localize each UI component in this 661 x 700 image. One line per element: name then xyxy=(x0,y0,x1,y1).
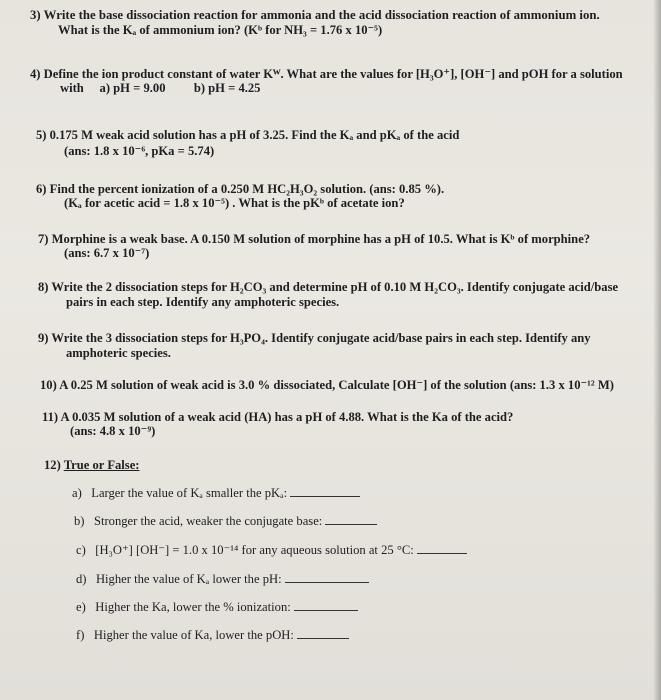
q12-title: True or False: xyxy=(63,458,140,472)
page-edge-shadow xyxy=(653,0,661,700)
tf-item-text: Higher the value of Ka, lower the pOH: xyxy=(93,628,294,642)
q5-line1: 5) 0.175 M weak acid solution has a pH of 3.25. Find the Kₐ and pKₐ of the acid xyxy=(36,128,460,142)
q5-line2: (ans: 1.8 x 10⁻⁶, pKa = 5.74) xyxy=(64,144,215,158)
q12-heading xyxy=(44,458,140,472)
q6-line2: (Kₐ for acetic acid = 1.8 x 10⁻⁵) . What is the pKᵇ of acetate ion? xyxy=(64,196,405,210)
tf-item-c xyxy=(76,543,467,557)
q7-line1: 7) Morphine is a weak base. A 0.150 M solution of morphine has a pH of 10.5. What is Kᵇ of morphine? xyxy=(38,232,591,246)
answer-blank[interactable] xyxy=(294,600,358,611)
tf-item-letter: a) xyxy=(72,486,82,500)
answer-blank[interactable] xyxy=(285,572,369,583)
answer-blank[interactable] xyxy=(325,514,377,525)
tf-item-d xyxy=(76,572,369,586)
tf-item-letter: d) xyxy=(76,572,87,586)
q10-line1: 10) A 0.25 M solution of weak acid is 3.0 % dissociated, Calculate [OH⁻] of the solution (ans: 1.3 x 10⁻¹² M) xyxy=(40,378,614,392)
answer-blank[interactable] xyxy=(417,543,467,554)
q7-line2: (ans: 6.7 x 10⁻⁷) xyxy=(64,246,150,260)
tf-item-text: Higher the Ka, lower the % ionization: xyxy=(95,600,291,614)
tf-item-letter: e) xyxy=(76,600,86,614)
q12-number: 12) xyxy=(44,458,61,472)
tf-item-text: Stronger the acid, weaker the conjugate base: xyxy=(93,514,323,528)
tf-item-text: Higher the value of Kₐ lower the pH: xyxy=(95,572,282,586)
answer-blank[interactable] xyxy=(290,486,360,497)
q4-line1: 4) Define the ion product constant of water Kᵂ. What are the values for [H₃O⁺], [OH⁻] and pOH for a solution xyxy=(30,67,623,81)
tf-item-letter: b) xyxy=(74,514,85,528)
tf-item-text: [H₃O⁺] [OH⁻] = 1.0 x 10⁻¹⁴ for any aqueous solution at 25 °C: xyxy=(95,543,414,557)
q6-line1: 6) Find the percent ionization of a 0.250 M HC₂H₃O₂ solution. (ans: 0.85 %). xyxy=(36,182,445,196)
q4-line2: with a) pH = 9.00 b) pH = 4.25 xyxy=(60,81,261,95)
tf-item-letter: c) xyxy=(76,543,86,557)
tf-item-text: Larger the value of Kₐ smaller the pKₐ: xyxy=(91,486,288,500)
q11-line1: 11) A 0.035 M solution of a weak acid (HA) has a pH of 4.88. What is the Ka of the acid? xyxy=(42,410,514,424)
q11-line2: (ans: 4.8 x 10⁻⁹) xyxy=(70,424,156,438)
q8-line1: 8) Write the 2 dissociation steps for H₂CO₃ and determine pH of 0.10 M H₂CO₃. Identify conjugate acid/base xyxy=(38,280,619,294)
q3-line1: 3) Write the base dissociation reaction for ammonia and the acid dissociation reaction of ammonium ion. xyxy=(30,8,600,22)
tf-item-f xyxy=(76,628,349,642)
q9-line2: amphoteric species. xyxy=(66,346,171,360)
tf-item-a xyxy=(72,486,360,500)
tf-item-e xyxy=(76,600,358,614)
q9-line1: 9) Write the 3 dissociation steps for H₃PO₄. Identify conjugate acid/base pairs in each step. Identify any xyxy=(38,331,591,345)
q3-line2: What is the Kₐ of ammonium ion? (Kᵇ for NH₃ = 1.76 x 10⁻⁵) xyxy=(58,23,383,37)
q8-line2: pairs in each step. Identify any amphoteric species. xyxy=(66,295,340,309)
answer-blank[interactable] xyxy=(297,628,349,639)
tf-item-b xyxy=(74,514,377,528)
tf-item-letter: f) xyxy=(76,628,85,642)
